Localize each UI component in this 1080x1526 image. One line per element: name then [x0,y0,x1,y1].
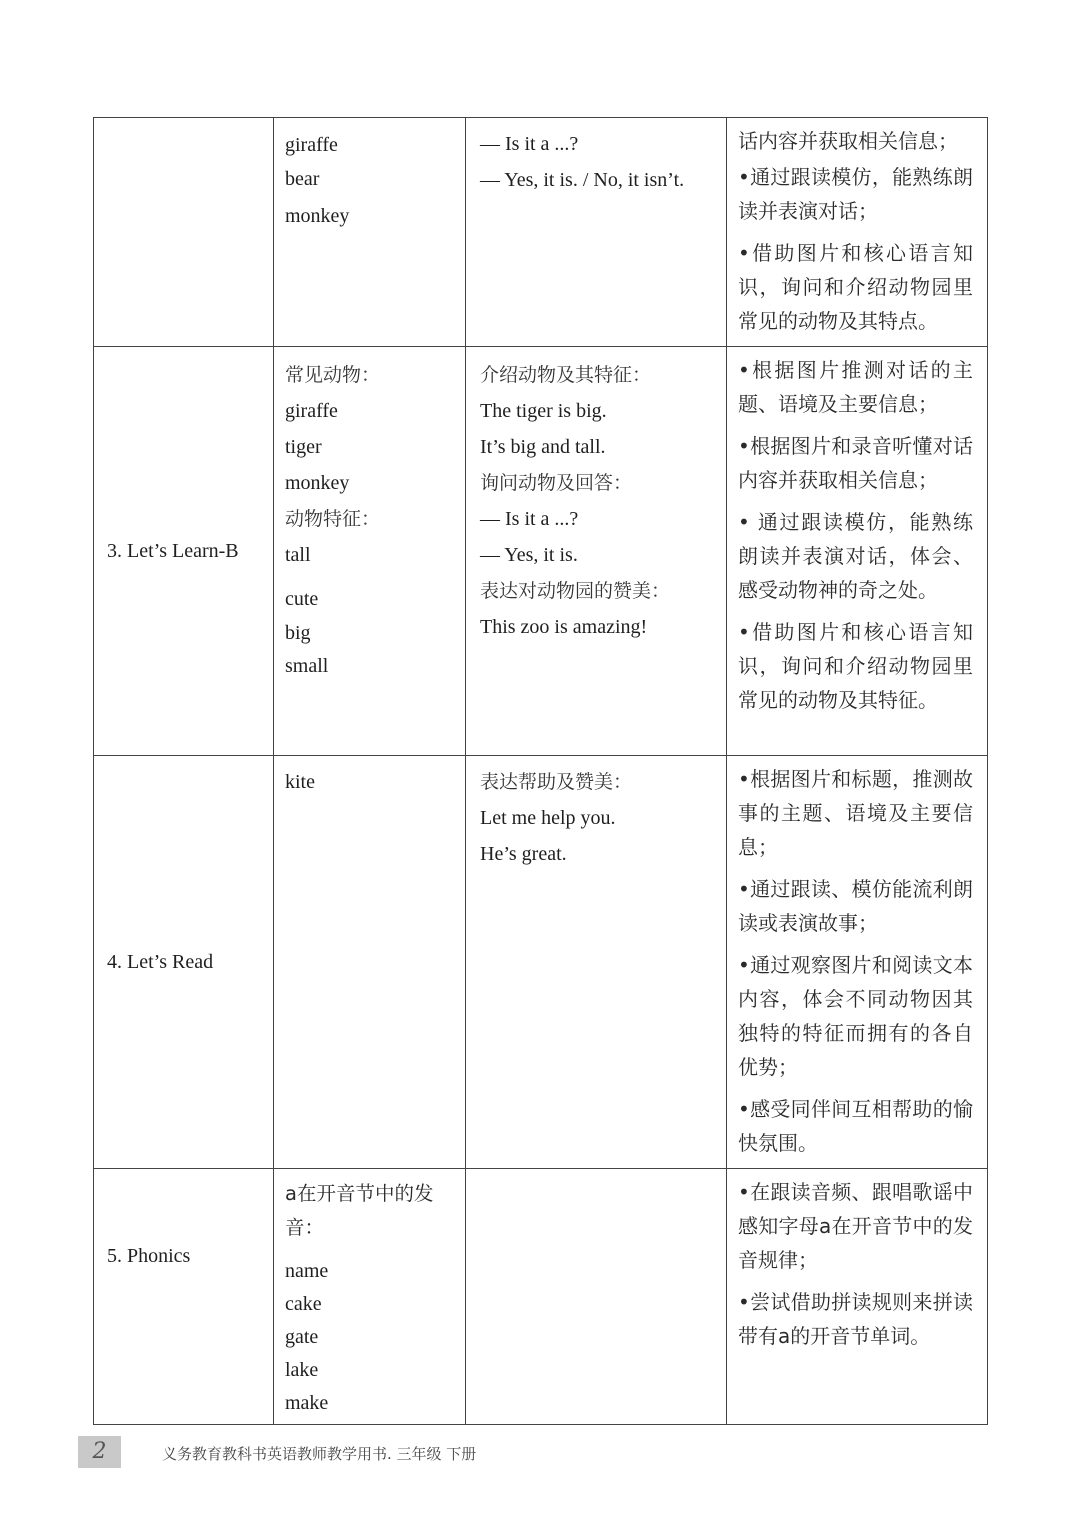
structure-line: — Yes, it is. / No, it isn’t. [480,169,685,191]
goal-cell [727,1169,988,1425]
table-row [94,756,988,1169]
goal-cell [727,756,988,1169]
vocab-word: giraffe [285,400,338,422]
vocab-cell [274,1169,466,1425]
structure-line: Let me help you. [480,807,616,829]
goal-item: •通过跟读模仿，能熟练朗读并表演对话； [738,165,973,223]
goal-item: •根据图片推测对话的主题、语境及主要信息； [738,358,973,416]
structure-heading: 表达帮助及赞美： [480,771,633,793]
section-cell [94,756,274,1169]
table-row [94,118,988,347]
goal-item: •在跟读音频、跟唱歌谣中感知字母a在开音节中的发音规律； [738,1180,973,1272]
goal-item: •借助图片和核心语言知识，询问和介绍动物园里常见的动物及其特点。 [738,241,973,333]
goal-item: •尝试借助拼读规则来拼读带有a的开音节单词。 [738,1290,973,1348]
goal-item: •借助图片和核心语言知识，询问和介绍动物园里常见的动物及其特征。 [738,620,973,712]
structure-heading: 询问动物及回答： [480,472,633,494]
vocab-heading: 动物特征： [285,508,381,530]
goal-cell [727,347,988,756]
goal-item: 话内容并获取相关信息； [738,129,958,153]
table-row [94,1169,988,1425]
vocab-word: monkey [285,472,350,494]
goal-item: •通过跟读、模仿能流利朗读或表演故事； [738,877,973,935]
vocab-heading: a在开音节中的发音： [285,1182,434,1239]
goal-item: •感受同伴间互相帮助的愉快氛围。 [738,1097,973,1155]
structure-line: He’s great. [480,843,567,865]
lesson-plan-table [93,117,988,1425]
section-cell [94,1169,274,1425]
vocab-word: cute [285,588,319,610]
vocab-word: tiger [285,436,322,458]
vocab-cell [274,118,466,347]
section-label: 5. Phonics [107,1245,191,1267]
book-title: 义务教育教科书英语教师教学用书. 三年级 下册 [162,1445,477,1463]
structure-line: — Is it a ...? [480,508,579,530]
structure-line: It’s big and tall. [480,436,606,458]
vocab-word: lake [285,1359,319,1381]
vocab-word: kite [285,771,315,793]
goal-item: •通过观察图片和阅读文本内容，体会不同动物因其独特的特征而拥有的各自优势； [738,953,973,1079]
structure-cell [466,756,727,1169]
vocab-word: gate [285,1326,319,1348]
vocab-word: big [285,622,311,644]
goal-item: • 通过跟读模仿，能熟练朗读并表演对话，体会、感受动物神的奇之处。 [738,510,973,602]
vocab-word: giraffe [285,134,338,156]
vocab-word: name [285,1260,329,1282]
vocab-word: make [285,1392,329,1414]
vocab-word: bear [285,168,320,190]
section-label: 4. Let’s Read [107,950,214,973]
structure-line: — Is it a ...? [480,133,579,155]
table-row [94,347,988,756]
structure-cell [466,1169,727,1425]
vocab-word: monkey [285,205,350,227]
structure-heading: 介绍动物及其特征： [480,364,652,386]
section-cell [94,347,274,756]
structure-cell [466,118,727,347]
goal-cell [727,118,988,347]
section-cell [94,118,274,347]
vocab-word: cake [285,1293,322,1315]
vocab-word: small [285,655,329,677]
vocab-cell [274,756,466,1169]
structure-line: This zoo is amazing! [480,616,648,638]
vocab-word: tall [285,544,311,566]
vocab-heading: 常见动物： [285,364,381,386]
structure-line: — Yes, it is. [480,544,578,566]
vocab-cell [274,347,466,756]
goal-item: •根据图片和标题，推测故事的主题、语境及主要信息； [738,767,973,859]
goal-item: •根据图片和录音听懂对话内容并获取相关信息； [738,434,973,492]
structure-heading: 表达对动物园的赞美： [480,580,671,602]
page-number: 2 [78,1436,121,1468]
structure-cell [466,347,727,756]
structure-line: The tiger is big. [480,400,607,422]
section-label: 3. Let’s Learn-B [107,539,239,562]
